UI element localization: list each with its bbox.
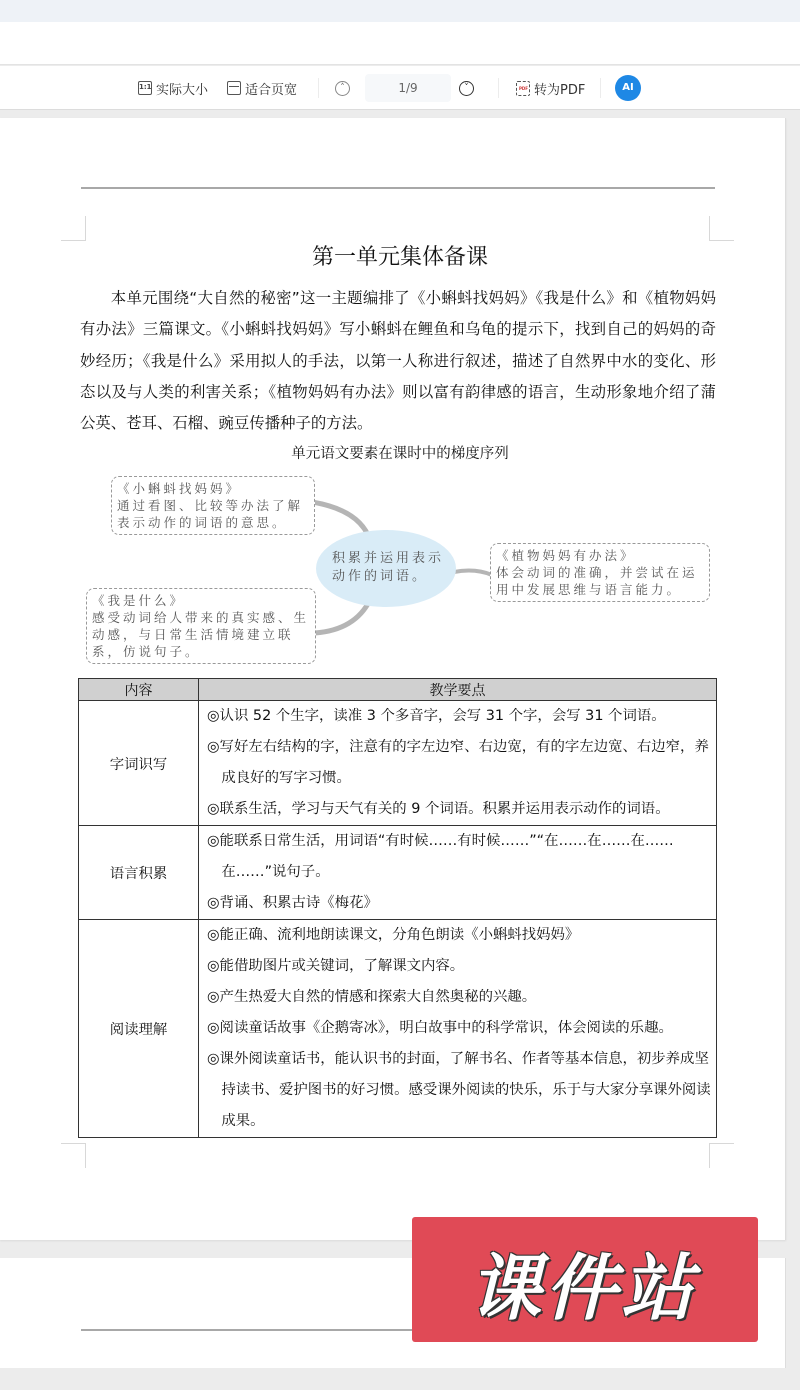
browser-top-strip xyxy=(0,0,800,22)
toolbar-divider xyxy=(318,78,319,98)
previous-page-button[interactable] xyxy=(335,66,350,110)
header-teaching-points: 教学要点 xyxy=(199,679,717,701)
row-points xyxy=(199,920,717,1138)
toolbar-divider xyxy=(600,78,601,98)
document-title: 第一单元集体备课 xyxy=(311,245,488,270)
table-row xyxy=(79,920,717,1138)
actual-size-icon: 1:1 xyxy=(138,81,152,95)
page-number-input[interactable]: 1/9 xyxy=(365,74,451,102)
intro-paragraph: 本单元围绕“大自然的秘密”这一主题编排了《小蝌蚪找妈妈》《我是什么》和《植物妈妈有办法》三篇课文。《小蝌蚪找妈妈》写小蝌蚪在鲤鱼和乌龟的提示下，找到自己的妈妈的奇妙经历；《我是什么》采用拟人的手法，以第一人称进行叙述，描述了自然界中水的变化、形态以及与人类的利害关系；《植物妈妈有办法》则以富有韵律感的语言，生动形象地介绍了蒲公英、苍耳、石榴、豌豆传播种子的方法。 xyxy=(80,289,716,433)
teaching-point: ◎产生热爱大自然的情感和探索大自然奥秘的兴趣。 xyxy=(207,989,537,1005)
actual-size-label: 实际大小 xyxy=(156,82,209,98)
ai-assistant-button[interactable]: AI xyxy=(615,75,641,101)
diagram-caption: 单元语文要素在课时中的梯度序列 xyxy=(291,446,509,462)
row-category: 语言积累 xyxy=(79,826,199,920)
table-row xyxy=(79,826,717,920)
pdf-icon xyxy=(516,81,530,96)
fit-width-button[interactable] xyxy=(227,66,297,110)
teaching-point: ◎阅读童话故事《企鹅寄冰》，明白故事中的科学常识，体会阅读的乐趣。 xyxy=(207,1020,673,1036)
mindmap-center-node: 积累并运用表示动作的词语。 xyxy=(316,530,456,607)
node-text: 感受动词给人带来的真实感、生动感，与日常生活情境建立联系，仿说句子。 xyxy=(92,610,310,659)
chevron-down-icon: ˅ xyxy=(459,81,474,96)
row-category: 字词识写 xyxy=(79,701,199,826)
watermark-stamp xyxy=(398,1205,770,1355)
teaching-point: ◎背诵、积累古诗《梅花》 xyxy=(207,895,378,911)
row-points xyxy=(199,701,717,826)
mindmap-node xyxy=(490,543,710,602)
teaching-point: ◎写好左右结构的字，注意有的字左边窄、右边宽，有的字左边宽、右边窄，养成良好的写字习惯。 xyxy=(207,739,709,786)
row-category: 阅读理解 xyxy=(79,920,199,1138)
fit-width-icon xyxy=(227,81,241,95)
node-text: 体会动词的准确，并尝试在运用中发展思维与语言能力。 xyxy=(496,565,698,597)
table-header-row xyxy=(79,679,717,701)
row-points xyxy=(199,826,717,920)
toolbar-divider xyxy=(498,78,499,98)
chevron-up-icon: ˄ xyxy=(335,81,350,96)
margin-corner-mark xyxy=(709,216,734,241)
node-title: 《小蝌蚪找妈妈》 xyxy=(117,481,242,496)
watermark-text: 课件站 xyxy=(468,1246,697,1330)
teaching-point: ◎能正确、流利地朗读课文，分角色朗读《小蝌蚪找妈妈》 xyxy=(207,927,580,943)
fit-width-label: 适合页宽 xyxy=(245,82,298,98)
node-text: 通过看图、比较等办法了解表示动作的词语的意思。 xyxy=(117,498,304,530)
teaching-point: ◎联系生活，学习与天气有关的 9 个词语。积累并运用表示动作的词语。 xyxy=(207,801,670,817)
actual-size-button[interactable] xyxy=(138,66,208,110)
header-content: 内容 xyxy=(79,679,199,701)
margin-corner-mark xyxy=(61,216,86,241)
node-title: 《植物妈妈有办法》 xyxy=(496,548,636,563)
margin-corner-mark xyxy=(709,1143,734,1168)
margin-corner-mark xyxy=(61,1143,86,1168)
viewer-toolbar xyxy=(0,66,800,110)
node-title: 《我是什么》 xyxy=(92,593,186,608)
next-page-button[interactable] xyxy=(459,66,474,110)
teaching-point: ◎课外阅读童话书，能认识书的封面，了解书名、作者等基本信息，初步养成坚持读书、爱护图书的好习惯。感受课外阅读的快乐，乐于与大家分享课外阅读成果。 xyxy=(207,1051,711,1129)
header-bar xyxy=(0,22,800,65)
teaching-point: ◎能联系日常生活，用词语“有时候……有时候……”“在……在……在……在……”说句子。 xyxy=(207,833,674,880)
mindmap-node xyxy=(111,476,315,535)
teaching-point: ◎能借助图片或关键词，了解课文内容。 xyxy=(207,958,465,974)
table-row xyxy=(79,701,717,826)
teaching-points-table xyxy=(78,678,717,1138)
page-header-line xyxy=(81,187,715,189)
teaching-point: ◎认识 52 个生字，读准 3 个多音字，会写 31 个字，会写 31 个词语。 xyxy=(207,708,666,724)
convert-pdf-label: 转为PDF xyxy=(534,82,586,98)
convert-pdf-button[interactable] xyxy=(516,66,585,110)
mindmap-node xyxy=(86,588,316,664)
